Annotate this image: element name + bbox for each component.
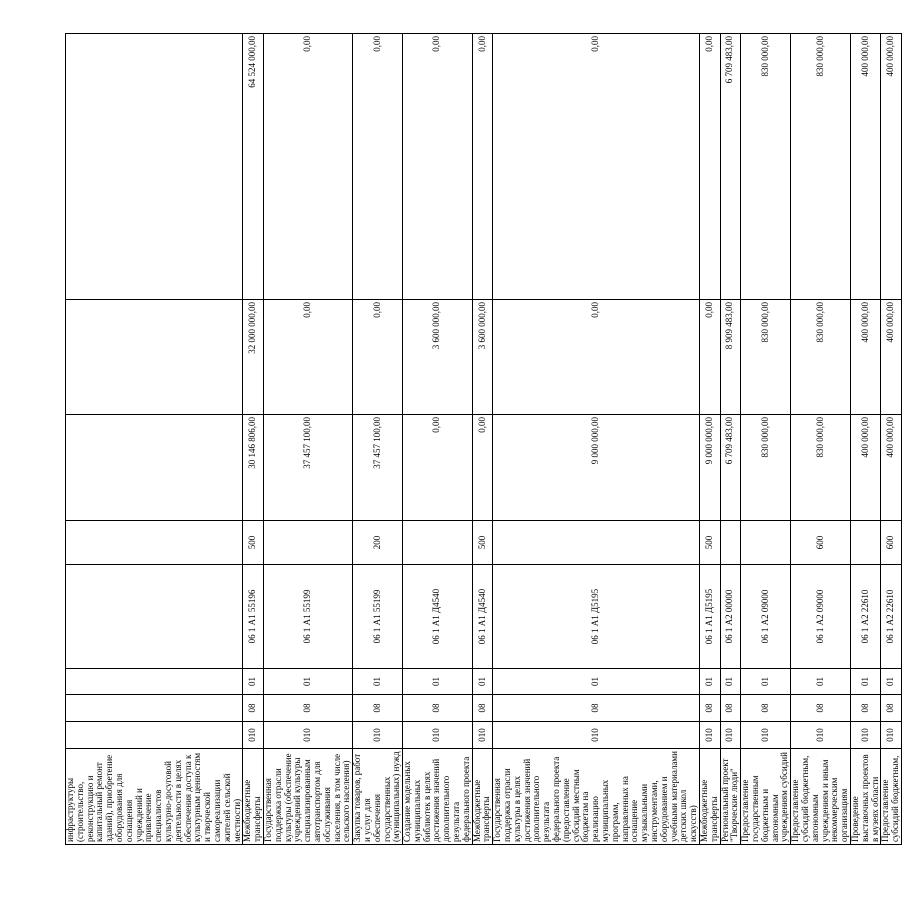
table-row — [493, 34, 700, 845]
table-row — [243, 34, 264, 845]
value-year-3: 0,00 — [403, 34, 473, 300]
table-row — [263, 34, 352, 845]
value-year-2: 0,00 — [493, 300, 700, 415]
col-csr: 06 1 А1 Д4540 — [472, 565, 493, 669]
col-rz: 08 — [263, 695, 352, 722]
table-row — [700, 34, 721, 845]
col-vr — [403, 521, 473, 565]
col-csr: 06 1 А2 09000 — [741, 565, 791, 669]
table-row — [66, 34, 243, 845]
col-rz: 08 — [353, 695, 403, 722]
col-csr: 06 1 А1 55199 — [353, 565, 403, 669]
row-name: Государственная поддержка отрасли культуры (обеспечение учреждений культуры специализированным автотранспортом для обслуживания населения, в том числе сельского населения) — [263, 749, 352, 845]
col-rz: 08 — [741, 695, 791, 722]
value-year-3: 0,00 — [263, 34, 352, 300]
col-grbs: 010 — [881, 722, 902, 749]
value-year-1: 830 000,00 — [791, 415, 851, 521]
value-year-3: 0,00 — [700, 34, 721, 300]
col-grbs: 010 — [741, 722, 791, 749]
col-grbs: 010 — [791, 722, 851, 749]
col-pr: 01 — [881, 669, 902, 695]
col-vr — [850, 521, 880, 565]
value-year-3: 0,00 — [353, 34, 403, 300]
row-name: инфраструктуры (строительство, реконструкцию и капитальный ремонт зданий), приобретение оборудования для оснащения учреждений и привлечение специалистов культурно-досуговой деятельности в целях обеспечения доступа к культурным ценностям и творческой самореализации жителей сельской местности) — [66, 749, 243, 845]
col-pr — [66, 669, 243, 695]
col-grbs: 010 — [243, 722, 264, 749]
value-year-3: 830 000,00 — [741, 34, 791, 300]
col-rz: 08 — [403, 695, 473, 722]
table-row — [881, 34, 902, 845]
row-name: Создание модельных муниципальных библиотек в целях достижения значений дополнительного результата федерального проекта — [403, 749, 473, 845]
col-pr: 01 — [243, 669, 264, 695]
col-pr: 01 — [850, 669, 880, 695]
col-grbs: 010 — [493, 722, 700, 749]
col-grbs: 010 — [263, 722, 352, 749]
table-row — [720, 34, 741, 845]
col-pr: 01 — [403, 669, 473, 695]
value-year-1: 37 457 100,00 — [353, 415, 403, 521]
value-year-1: 6 709 483,00 — [720, 415, 741, 521]
value-year-2: 3 600 000,00 — [472, 300, 493, 415]
col-pr: 01 — [720, 669, 741, 695]
col-pr: 01 — [472, 669, 493, 695]
value-year-1: 30 146 806,00 — [243, 415, 264, 521]
value-year-3: 400 000,00 — [850, 34, 880, 300]
table-row — [353, 34, 403, 845]
table-row — [741, 34, 791, 845]
col-pr: 01 — [791, 669, 851, 695]
col-vr: 200 — [353, 521, 403, 565]
col-vr: 600 — [791, 521, 851, 565]
col-csr: 06 1 А1 55199 — [263, 565, 352, 669]
col-rz: 08 — [720, 695, 741, 722]
table-row — [472, 34, 493, 845]
value-year-3: 64 524 000,00 — [243, 34, 264, 300]
col-vr — [263, 521, 352, 565]
value-year-2 — [66, 300, 243, 415]
col-csr: 06 1 А2 00000 — [720, 565, 741, 669]
col-grbs: 010 — [353, 722, 403, 749]
value-year-1: 0,00 — [472, 415, 493, 521]
row-name: Закупка товаров, работ и услуг для обеспечения государственных (муниципальных) нужд — [353, 749, 403, 845]
col-grbs: 010 — [403, 722, 473, 749]
col-pr: 01 — [700, 669, 721, 695]
value-year-2: 0,00 — [700, 300, 721, 415]
value-year-2: 32 000 000,00 — [243, 300, 264, 415]
col-grbs: 010 — [720, 722, 741, 749]
row-name: Региональный проект "Творческие люди" — [720, 749, 741, 845]
col-pr: 01 — [263, 669, 352, 695]
table-row — [791, 34, 851, 845]
col-rz: 08 — [493, 695, 700, 722]
col-grbs: 010 — [700, 722, 721, 749]
value-year-3: 400 000,00 — [881, 34, 902, 300]
col-csr: 06 1 А1 Д5195 — [493, 565, 700, 669]
col-pr: 01 — [353, 669, 403, 695]
col-csr: 06 1 А2 22610 — [850, 565, 880, 669]
value-year-1: 9 000 000,00 — [700, 415, 721, 521]
col-vr: 500 — [472, 521, 493, 565]
col-rz: 08 — [243, 695, 264, 722]
col-vr: 500 — [243, 521, 264, 565]
col-rz: 08 — [881, 695, 902, 722]
col-rz: 08 — [472, 695, 493, 722]
row-name: Межбюджетные трансферты — [700, 749, 721, 845]
col-vr — [720, 521, 741, 565]
value-year-3: 6 709 483,00 — [720, 34, 741, 300]
row-name: Межбюджетные трансферты — [243, 749, 264, 845]
value-year-1: 9 000 000,00 — [493, 415, 700, 521]
value-year-3: 830 000,00 — [791, 34, 851, 300]
col-vr: 500 — [700, 521, 721, 565]
col-csr: 06 1 А2 09000 — [791, 565, 851, 669]
value-year-1: 830 000,00 — [741, 415, 791, 521]
col-csr: 06 1 А1 Д4540 — [403, 565, 473, 669]
row-name: Проведение выставочных проектов в музеях области — [850, 749, 880, 845]
value-year-2: 400 000,00 — [881, 300, 902, 415]
col-vr — [493, 521, 700, 565]
value-year-1: 400 000,00 — [881, 415, 902, 521]
col-vr: 600 — [881, 521, 902, 565]
col-pr: 01 — [493, 669, 700, 695]
col-csr: 06 1 А1 Д5195 — [700, 565, 721, 669]
col-csr: 06 1 А1 55196 — [243, 565, 264, 669]
value-year-1 — [66, 415, 243, 521]
col-rz: 08 — [850, 695, 880, 722]
col-grbs — [66, 722, 243, 749]
table-row — [403, 34, 473, 845]
col-vr — [741, 521, 791, 565]
col-grbs: 010 — [472, 722, 493, 749]
row-name: Государственная поддержка отрасли культуры в целях достижения значений дополнительного результата федерального проекта (предоставление субсидий местным бюджетам на реализацию муниципальных программ, направленных на оснащение музыкальными инструментами, оборудованием и учебными материалами детских школ искусств) — [493, 749, 700, 845]
value-year-2: 3 600 000,00 — [403, 300, 473, 415]
row-name: Предоставление субсидий бюджетным, автономным учреждениям и иным некоммерческим организациям — [791, 749, 851, 845]
col-pr: 01 — [741, 669, 791, 695]
value-year-3: 0,00 — [493, 34, 700, 300]
row-name: Межбюджетные трансферты — [472, 749, 493, 845]
col-csr — [66, 565, 243, 669]
row-name: Предоставление субсидий бюджетным, — [881, 749, 902, 845]
col-rz — [66, 695, 243, 722]
value-year-2: 0,00 — [263, 300, 352, 415]
value-year-3: 0,00 — [472, 34, 493, 300]
value-year-3 — [66, 34, 243, 300]
col-grbs: 010 — [850, 722, 880, 749]
col-csr: 06 1 А2 22610 — [881, 565, 902, 669]
value-year-2: 830 000,00 — [791, 300, 851, 415]
table-row — [850, 34, 880, 845]
value-year-2: 830 000,00 — [741, 300, 791, 415]
value-year-1: 0,00 — [403, 415, 473, 521]
row-name: Предоставление государственным бюджетным и автономным учреждениям субсидий — [741, 749, 791, 845]
value-year-2: 0,00 — [353, 300, 403, 415]
col-vr — [66, 521, 243, 565]
value-year-2: 400 000,00 — [850, 300, 880, 415]
budget-table — [65, 33, 902, 845]
rotated-page — [65, 33, 901, 845]
value-year-1: 37 457 100,00 — [263, 415, 352, 521]
value-year-1: 400 000,00 — [850, 415, 880, 521]
col-rz: 08 — [700, 695, 721, 722]
value-year-2: 8 909 483,00 — [720, 300, 741, 415]
col-rz: 08 — [791, 695, 851, 722]
